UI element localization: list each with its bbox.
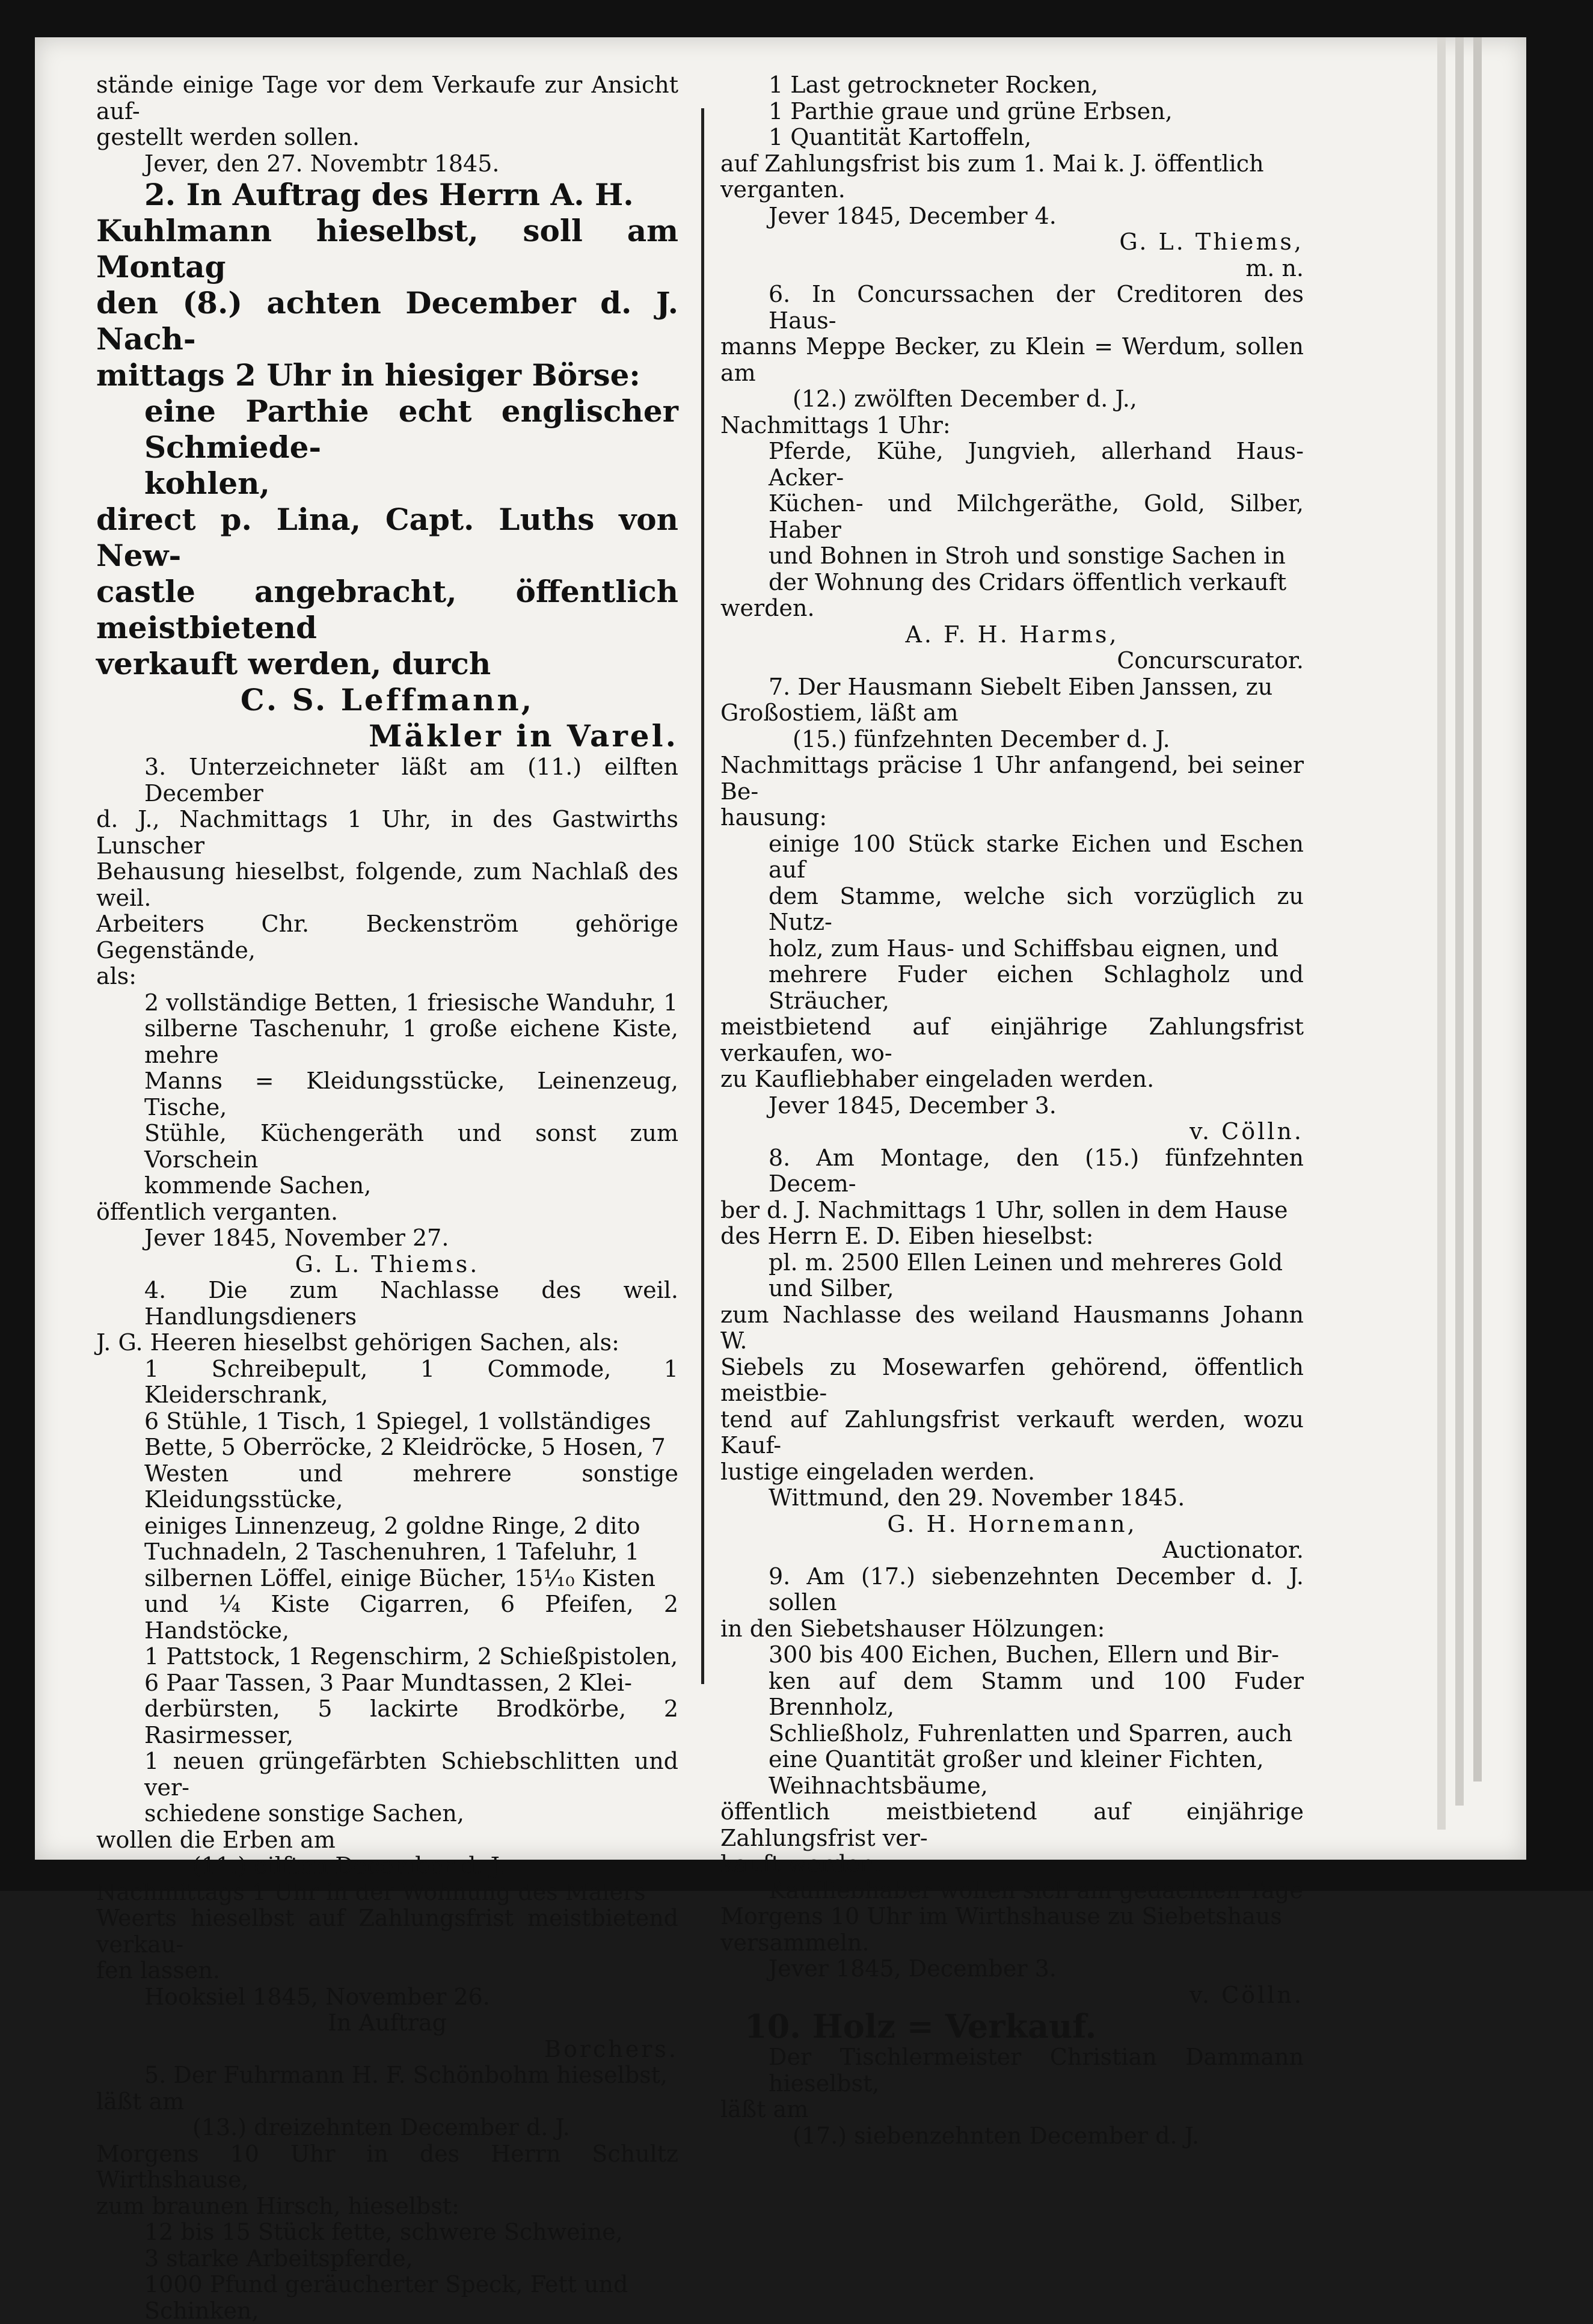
text-line: 10. Holz = Verkauf. [720, 2008, 1304, 2044]
text-line: tend auf Zahlungsfrist verkauft werden, wozu Kauf- [720, 1407, 1304, 1459]
text-line: Morgens 10 Uhr im Wirthshause zu Siebetshaus [720, 1904, 1304, 1930]
text-line: Wittmund, den 29. November 1845. [720, 1485, 1304, 1511]
text-line: Westen und mehrere sonstige Kleidungsstücke, [96, 1461, 678, 1513]
text-line: Jever 1845, December 4. [720, 203, 1304, 230]
text-line: v. Cölln. [720, 1982, 1304, 2009]
text-line: Der Tischlermeister Christian Dammann hieselbst, [720, 2044, 1304, 2097]
text-line: Tuchnadeln, 2 Taschenuhren, 1 Tafeluhr, 1 [96, 1539, 678, 1566]
text-line: eine Quantität großer und kleiner Fichten, [720, 1747, 1304, 1773]
text-line: mehrere Fuder eichen Schlagholz und Sträucher, [720, 962, 1304, 1014]
text-line: 1 Parthie graue und grüne Erbsen, [720, 99, 1304, 125]
text-line: G. H. Hornemann, [720, 1511, 1304, 1538]
page-stack-edge [1473, 37, 1482, 1781]
text-line: derbürsten, 5 lackirte Brodkörbe, 2 Rasirmesser, [96, 1696, 678, 1748]
text-line: dem Stamme, welche sich vorzüglich zu Nutz- [720, 884, 1304, 936]
text-line: 3. Unterzeichneter läßt am (11.) eilften December [96, 754, 678, 807]
text-line: 7. Der Hausmann Siebelt Eiben Janssen, zu [720, 674, 1304, 701]
text-line: Großostiem, läßt am [720, 700, 1304, 727]
text-line: 2 vollständige Betten, 1 friesische Wanduhr, 1 [96, 990, 678, 1016]
text-line: Jever, den 27. Novembtr 1845. [96, 151, 678, 177]
text-line: Siebels zu Mosewarfen gehörend, öffentlich meistbie- [720, 1354, 1304, 1407]
text-line: Kaufliebhaber wollen sich am gedachten Tage [720, 1878, 1304, 1904]
text-line: d. J., Nachmittags 1 Uhr, in des Gastwirths Lunscher [96, 807, 678, 859]
text-line: Behausung hieselbst, folgende, zum Nachlaß des weil. [96, 859, 678, 911]
text-line: (11.) eilften December d. J. [96, 1853, 678, 1880]
text-line: 1 Schreibepult, 1 Commode, 1 Kleiderschrank, [96, 1356, 678, 1409]
text-line: 12 bis 15 Stück fette, schwere Schweine, [96, 2219, 678, 2246]
text-line: 1 Quantität Kartoffeln, [720, 124, 1304, 151]
text-line: auf Zahlungsfrist bis zum 1. Mai k. J. öffentlich [720, 151, 1304, 177]
text-line: und ¼ Kiste Cigarren, 6 Pfeifen, 2 Handstöcke, [96, 1591, 678, 1644]
text-line: silberne Taschenuhr, 1 große eichene Kiste, mehre [96, 1016, 678, 1068]
text-line: 1 Last getrockneter Rocken, [720, 72, 1304, 99]
text-line: in den Siebetshauser Hölzungen: [720, 1616, 1304, 1643]
text-line: Weerts hieselbst auf Zahlungsfrist meistbietend verkau- [96, 1905, 678, 1958]
text-line: 9. Am (17.) siebenzehnten December d. J. sollen [720, 1564, 1304, 1616]
text-line: J. G. Heeren hieselbst gehörigen Sachen, als: [96, 1330, 678, 1356]
text-line: (13.) dreizehnten December d. J. [96, 2115, 678, 2141]
right-column [720, 72, 1304, 2149]
text-line: Nachmittags präcise 1 Uhr anfangend, bei seiner Be- [720, 752, 1304, 805]
text-line: 6 Stühle, 1 Tisch, 1 Spiegel, 1 vollständiges [96, 1409, 678, 1435]
text-line: und Bohnen in Stroh und sonstige Sachen in [720, 543, 1304, 570]
text-line: pl. m. 2500 Ellen Leinen und mehreres Gold [720, 1250, 1304, 1276]
text-line: Weihnachtsbäume, [720, 1773, 1304, 1800]
text-line: Manns = Kleidungsstücke, Leinenzeug, Tische, [96, 1068, 678, 1120]
text-line: 4. Die zum Nachlasse des weil. Handlungsdieners [96, 1277, 678, 1330]
text-line: hausung: [720, 805, 1304, 831]
text-line: lustige eingeladen werden. [720, 1459, 1304, 1486]
text-line: kauft werden. [720, 1851, 1304, 1878]
text-line: einige 100 Stück starke Eichen und Eschen auf [720, 831, 1304, 884]
text-line: 6. In Concurssachen der Creditoren des Haus- [720, 281, 1304, 334]
text-line: den (8.) achten December d. J. Nach- [96, 285, 678, 357]
text-line: verganten. [720, 177, 1304, 203]
text-line: verkauft werden, durch [96, 646, 678, 682]
text-line: versammeln. [720, 1930, 1304, 1957]
text-line: 3 starke Arbeitspferde, [96, 2246, 678, 2272]
text-line: zum braunen Hirsch, hieselbst: [96, 2193, 678, 2220]
text-line: läßt am [96, 2089, 678, 2115]
text-line: 5. Der Fuhrmann H. F. Schönbohm hieselbst, [96, 2062, 678, 2089]
text-line: 1 neuen grüngefärbten Schiebschlitten und ver- [96, 1748, 678, 1801]
text-line: meistbietend auf einjährige Zahlungsfrist verkaufen, wo- [720, 1014, 1304, 1066]
text-line: eine Parthie echt englischer Schmiede- [96, 393, 678, 466]
text-line: Pferde, Kühe, Jungvieh, allerhand Haus- Acker- [720, 438, 1304, 491]
text-line: stände einige Tage vor dem Verkaufe zur Ansicht auf- [96, 72, 678, 124]
text-line: castle angebracht, öffentlich meistbietend [96, 574, 678, 646]
text-line: Schinken, [96, 2298, 678, 2324]
text-line: (15.) fünfzehnten December d. J. [720, 727, 1304, 753]
text-line: fen lassen. [96, 1958, 678, 1984]
text-line: zum Nachlasse des weiland Hausmanns Johann W. [720, 1302, 1304, 1354]
text-line: Arbeiters Chr. Beckenström gehörige Gegenstände, [96, 911, 678, 964]
page-stack-edge [1437, 37, 1446, 1830]
page-stack-edge [1455, 37, 1464, 1806]
text-line: Jever 1845, December 3. [720, 1956, 1304, 1982]
text-line: silbernen Löffel, einige Bücher, 15¹⁄₁₀ Kisten [96, 1566, 678, 1592]
text-line: Küchen- und Milchgeräthe, Gold, Silber, Haber [720, 491, 1304, 543]
text-line: C. S. Leffmann, [96, 682, 678, 718]
text-line: Borchers. [96, 2037, 678, 2063]
text-line: Nachmittags 1 Uhr: [720, 413, 1304, 439]
text-line: 1 Pattstock, 1 Regenschirm, 2 Schießpistolen, [96, 1644, 678, 1670]
text-line: direct p. Lina, Capt. Luths von New- [96, 502, 678, 574]
text-line: (17.) siebenzehnten December d. J. [720, 2123, 1304, 2150]
text-line: (12.) zwölften December d. J., [720, 386, 1304, 413]
text-line: schiedene sonstige Sachen, [96, 1801, 678, 1827]
text-line: öffentlich meistbietend auf einjährige Zahlungsfrist ver- [720, 1799, 1304, 1851]
text-line: wollen die Erben am [96, 1827, 678, 1854]
text-line: 6 Paar Tassen, 3 Paar Mundtassen, 2 Klei- [96, 1670, 678, 1697]
text-line: Morgens 10 Uhr in des Herrn Schultz Wirthshause, [96, 2141, 678, 2193]
text-line: 2. In Auftrag des Herrn A. H. [96, 177, 678, 213]
text-line: ber d. J. Nachmittags 1 Uhr, sollen in dem Hause [720, 1197, 1304, 1224]
text-line: G. L. Thiems, [720, 229, 1304, 256]
text-line: Auctionator. [720, 1537, 1304, 1564]
text-line: G. L. Thiems. [96, 1252, 678, 1278]
text-line: Mäkler in Varel. [96, 718, 678, 754]
text-line: kohlen, [96, 466, 678, 502]
text-line: gestellt werden sollen. [96, 124, 678, 151]
text-line: Bette, 5 Oberröcke, 2 Kleidröcke, 5 Hosen, 7 [96, 1434, 678, 1461]
text-line: Nachmittags 1 Uhr in der Wohnung des Malers [96, 1880, 678, 1906]
text-line: In Auftrag [96, 2010, 678, 2037]
text-line: Kuhlmann hieselbst, soll am Montag [96, 213, 678, 285]
text-line: öffentlich verganten. [96, 1199, 678, 1226]
text-line: v. Cölln. [720, 1119, 1304, 1145]
text-line: der Wohnung des Cridars öffentlich verkauft [720, 570, 1304, 596]
text-line: 8. Am Montage, den (15.) fünfzehnten Decem- [720, 1145, 1304, 1197]
text-line: kommende Sachen, [96, 1173, 678, 1199]
text-line: Jever 1845, December 3. [720, 1093, 1304, 1119]
text-line: manns Meppe Becker, zu Klein = Werdum, sollen am [720, 334, 1304, 386]
text-line: Schließholz, Fuhrenlatten und Sparren, auch [720, 1721, 1304, 1747]
text-line: Hooksiel 1845, November 26. [96, 1984, 678, 2011]
text-line: 300 bis 400 Eichen, Buchen, Ellern und Bir- [720, 1642, 1304, 1668]
text-line: holz, zum Haus- und Schiffsbau eignen, und [720, 936, 1304, 962]
text-line: des Herrn E. D. Eiben hieselbst: [720, 1223, 1304, 1250]
text-line: A. F. H. Harms, [720, 622, 1304, 648]
left-column [96, 72, 678, 2324]
text-line: und Silber, [720, 1276, 1304, 1302]
text-line: einiges Linnenzeug, 2 goldne Ringe, 2 dito [96, 1513, 678, 1540]
text-line: m. n. [720, 256, 1304, 282]
text-line: als: [96, 964, 678, 990]
text-line: Concurscurator. [720, 648, 1304, 674]
text-line: Stühle, Küchengeräth und sonst zum Vorschein [96, 1120, 678, 1173]
text-line: werden. [720, 595, 1304, 622]
text-line: 1000 Pfund geräucherter Speck, Fett und [96, 2272, 678, 2298]
text-line: zu Kaufliebhaber eingeladen werden. [720, 1066, 1304, 1093]
text-line: mittags 2 Uhr in hiesiger Börse: [96, 357, 678, 393]
text-line: läßt am [720, 2097, 1304, 2123]
column-divider [701, 108, 704, 1684]
text-line: ken auf dem Stamm und 100 Fuder Brennholz, [720, 1668, 1304, 1721]
text-line: Jever 1845, November 27. [96, 1225, 678, 1252]
